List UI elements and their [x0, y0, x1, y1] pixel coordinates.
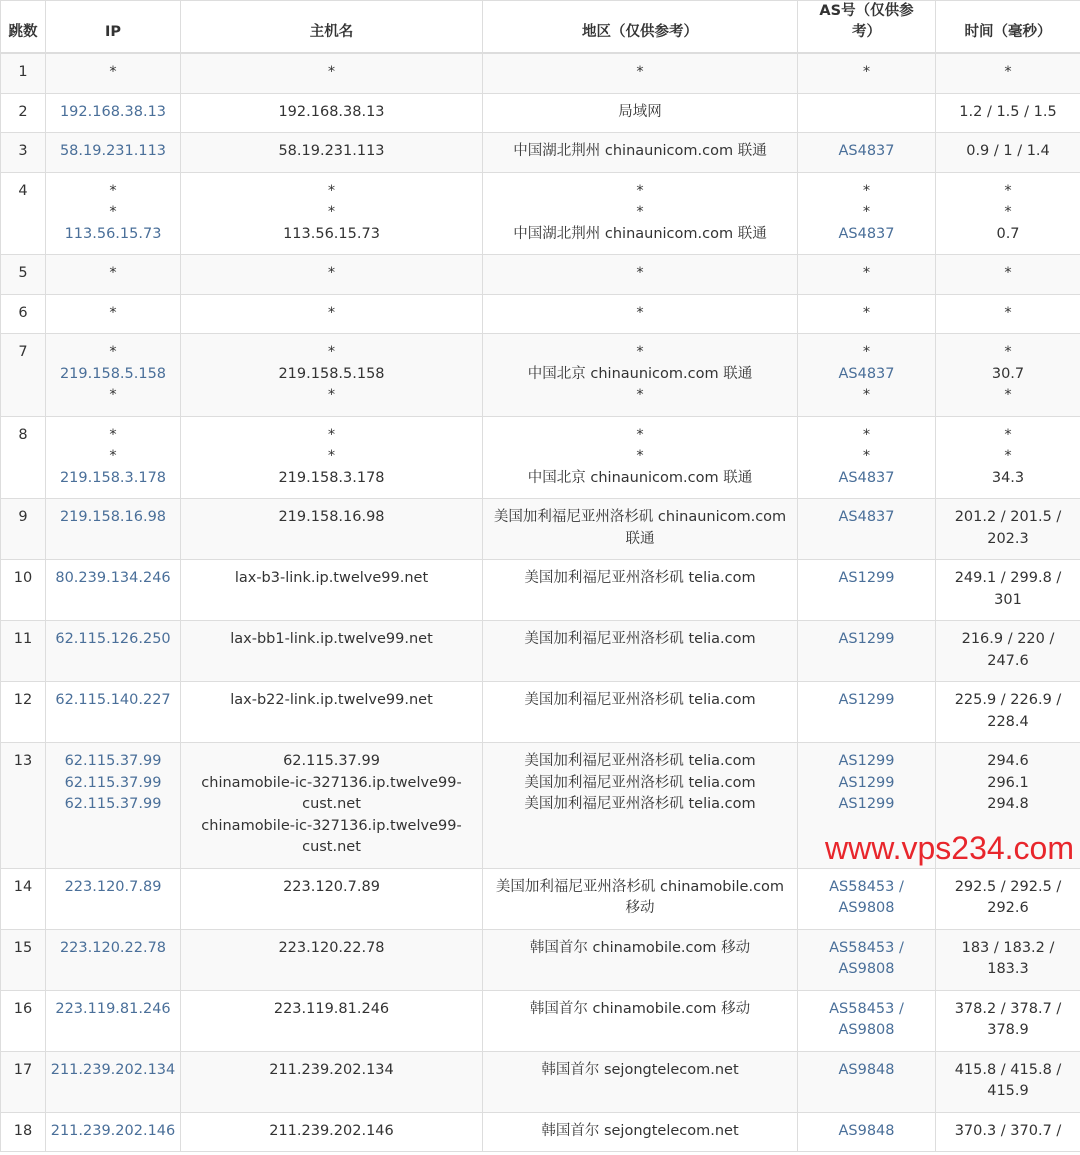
hostname-cell: [181, 416, 483, 499]
region-cell-line: *: [636, 182, 644, 199]
region-cell-line: *: [636, 265, 644, 281]
as-cell-line: *: [862, 448, 871, 464]
hop-cell: 17: [1, 1051, 46, 1112]
as-link[interactable]: AS1299: [838, 774, 895, 791]
time-cell: [936, 53, 1080, 93]
time-cell: [936, 929, 1080, 990]
as-cell: [798, 53, 936, 93]
as-cell-line: *: [862, 265, 871, 281]
time-cell-line: *: [1004, 387, 1012, 403]
ip-link[interactable]: 62.115.140.227: [55, 692, 171, 708]
region-cell-line: 美国加利福尼亚州洛杉矶 telia.com: [524, 692, 756, 708]
time-cell: [936, 682, 1080, 743]
region-cell-line: *: [636, 204, 644, 220]
hostname-cell-line: 219.158.16.98: [278, 509, 385, 525]
region-cell-line: *: [636, 344, 644, 360]
as-cell-line: *: [862, 204, 871, 220]
region-cell: [483, 334, 798, 417]
ip-link[interactable]: 223.119.81.246: [55, 1000, 171, 1017]
hostname-cell: [181, 1112, 483, 1152]
hostname-cell-line: *: [327, 387, 336, 403]
hop-cell: 3: [1, 133, 46, 173]
region-cell-line: *: [636, 64, 644, 80]
ip-link[interactable]: 223.120.7.89: [64, 878, 162, 895]
time-cell: [936, 868, 1080, 929]
time-cell-line: *: [1004, 182, 1012, 199]
as-cell-line: *: [862, 344, 871, 360]
table-header-row: [1, 1, 1080, 54]
region-cell: [483, 929, 798, 990]
as-link[interactable]: AS4837: [838, 469, 895, 486]
as-link[interactable]: AS4837: [838, 509, 895, 525]
header-time: 时间（毫秒）: [936, 1, 1080, 54]
hostname-cell-line: 219.158.3.178: [278, 469, 385, 486]
as-cell: [798, 133, 936, 173]
header-ip: IP: [46, 1, 181, 54]
hostname-cell: [181, 743, 483, 869]
time-cell-line: 378.2 / 378.7 / 378.9: [954, 1000, 1062, 1038]
hostname-cell: [181, 682, 483, 743]
region-cell: [483, 133, 798, 173]
hostname-cell-line: 211.239.202.146: [269, 1122, 394, 1139]
region-cell: [483, 255, 798, 295]
hop-cell: 6: [1, 294, 46, 334]
header-region: 地区（仅供参考）: [483, 1, 798, 54]
hostname-cell-line: lax-b3-link.ip.twelve99.net: [234, 570, 429, 586]
time-cell: [936, 499, 1080, 560]
hostname-cell: [181, 53, 483, 93]
region-cell-line: 美国加利福尼亚州洛杉矶 telia.com: [524, 631, 756, 647]
as-link[interactable]: AS4837: [838, 365, 895, 382]
as-cell-line: *: [862, 182, 871, 199]
as-cell-line: *: [862, 64, 871, 80]
table-row: [1, 53, 1080, 93]
region-cell-line: 韩国首尔 sejongtelecom.net: [541, 1122, 739, 1139]
time-cell: [936, 294, 1080, 334]
hostname-cell-line: 219.158.5.158: [278, 365, 385, 382]
hostname-cell: [181, 172, 483, 255]
hop-cell: 15: [1, 929, 46, 990]
ip-cell: [46, 294, 181, 334]
region-cell-line: 中国湖北荆州 chinaunicom.com 联通: [513, 225, 767, 242]
ip-cell: [46, 929, 181, 990]
as-cell: [798, 334, 936, 417]
region-cell: [483, 682, 798, 743]
hostname-cell: [181, 868, 483, 929]
region-cell-line: 韩国首尔 sejongtelecom.net: [541, 1061, 739, 1078]
table-row: [1, 929, 1080, 990]
time-cell-line: *: [1004, 204, 1012, 220]
hostname-cell: [181, 93, 483, 133]
region-cell: [483, 172, 798, 255]
time-cell-line: 294.8: [987, 796, 1029, 812]
time-cell-line: *: [1004, 304, 1012, 321]
as-link[interactable]: AS1299: [838, 796, 895, 812]
time-cell-line: *: [1004, 448, 1012, 464]
table-row: [1, 255, 1080, 295]
time-cell: [936, 334, 1080, 417]
time-cell-line: 34.3: [991, 469, 1025, 486]
as-cell: [798, 499, 936, 560]
ip-cell: [46, 255, 181, 295]
region-cell-line: *: [636, 387, 644, 403]
hostname-cell-line: chinamobile-ic-327136.ip.twelve99-cust.net: [201, 817, 462, 855]
time-cell-line: 296.1: [987, 774, 1029, 791]
ip-link[interactable]: 211.239.202.146: [50, 1122, 176, 1139]
hostname-cell-line: 62.115.37.99: [283, 753, 380, 769]
region-cell-line: *: [636, 426, 644, 443]
table-row: [1, 560, 1080, 621]
time-cell-line: 294.6: [987, 753, 1029, 769]
hop-cell: 8: [1, 416, 46, 499]
time-cell: [936, 1112, 1080, 1152]
hostname-cell: [181, 133, 483, 173]
as-link[interactable]: AS1299: [838, 753, 895, 769]
time-cell: [936, 621, 1080, 682]
as-cell: [798, 172, 936, 255]
time-cell-line: 415.8 / 415.8 / 415.9: [954, 1061, 1062, 1099]
ip-link[interactable]: 62.115.37.99: [64, 774, 162, 791]
ip-cell-line: *: [109, 265, 117, 281]
hostname-cell-line: lax-bb1-link.ip.twelve99.net: [230, 631, 433, 647]
hop-cell: 7: [1, 334, 46, 417]
time-cell: [936, 990, 1080, 1051]
as-link[interactable]: AS4837: [838, 225, 895, 242]
time-cell: [936, 1051, 1080, 1112]
ip-link[interactable]: 219.158.3.178: [59, 469, 167, 486]
ip-cell: [46, 172, 181, 255]
region-cell-line: 中国湖北荆州 chinaunicom.com 联通: [513, 143, 767, 159]
table-row: [1, 294, 1080, 334]
as-cell: [798, 255, 936, 295]
as-cell: [798, 416, 936, 499]
as-link[interactable]: AS58453 / AS9808: [829, 939, 904, 977]
header-hop: 跳数: [1, 1, 46, 54]
hostname-cell-line: *: [327, 182, 336, 199]
ip-cell: [46, 743, 181, 869]
hostname-cell-line: lax-b22-link.ip.twelve99.net: [230, 692, 433, 708]
region-cell: [483, 53, 798, 93]
hop-cell: 11: [1, 621, 46, 682]
watermark: www.vps234.com: [825, 829, 1074, 866]
time-cell-line: *: [1004, 265, 1012, 281]
ip-link[interactable]: 192.168.38.13: [59, 103, 167, 120]
time-cell-line: 249.1 / 299.8 / 301: [954, 570, 1062, 608]
ip-cell-line: *: [109, 64, 117, 80]
region-cell: [483, 294, 798, 334]
hostname-cell: [181, 334, 483, 417]
hop-cell: 14: [1, 868, 46, 929]
hostname-cell: [181, 929, 483, 990]
region-cell-line: 美国加利福尼亚州洛杉矶 telia.com: [524, 796, 756, 812]
ip-cell: [46, 1051, 181, 1112]
as-link[interactable]: AS58453 / AS9808: [829, 878, 904, 916]
time-cell: [936, 255, 1080, 295]
as-cell: [798, 93, 936, 133]
hostname-cell: [181, 621, 483, 682]
table-row: [1, 1051, 1080, 1112]
as-cell: [798, 621, 936, 682]
time-cell-line: 292.5 / 292.5 / 292.6: [954, 878, 1062, 916]
as-link[interactable]: AS9848: [838, 1122, 895, 1139]
ip-link[interactable]: 219.158.5.158: [59, 365, 167, 382]
ip-link[interactable]: 223.120.22.78: [59, 939, 167, 956]
hostname-cell-line: 223.120.7.89: [283, 878, 380, 895]
time-cell-line: 0.7: [996, 225, 1020, 242]
time-cell-line: 216.9 / 220 / 247.6: [961, 631, 1055, 669]
hop-cell: 12: [1, 682, 46, 743]
time-cell-line: *: [1004, 426, 1012, 443]
hostname-cell-line: 211.239.202.134: [269, 1061, 394, 1078]
as-link[interactable]: AS9848: [838, 1061, 895, 1078]
as-cell: [798, 1112, 936, 1152]
hostname-cell-line: chinamobile-ic-327136.ip.twelve99-cust.net: [201, 774, 462, 812]
hop-cell: 5: [1, 255, 46, 295]
hop-cell: 2: [1, 93, 46, 133]
region-cell-line: *: [636, 448, 644, 464]
ip-cell-line: *: [109, 344, 117, 360]
hostname-cell-line: *: [327, 448, 336, 464]
as-link[interactable]: AS1299: [838, 692, 895, 708]
hop-cell: 1: [1, 53, 46, 93]
as-cell: [798, 743, 936, 869]
hop-cell: 9: [1, 499, 46, 560]
ip-cell: [46, 499, 181, 560]
region-cell: [483, 93, 798, 133]
time-cell: [936, 416, 1080, 499]
ip-cell-line: *: [109, 426, 117, 443]
hop-cell: 16: [1, 990, 46, 1051]
region-cell-line: 韩国首尔 chinamobile.com 移动: [529, 939, 751, 956]
ip-cell: [46, 133, 181, 173]
time-cell-line: 225.9 / 226.9 / 228.4: [954, 692, 1062, 730]
ip-cell-line: *: [109, 182, 117, 199]
ip-cell: [46, 93, 181, 133]
as-link[interactable]: AS58453 / AS9808: [829, 1000, 904, 1038]
table-row: [1, 499, 1080, 560]
region-cell: [483, 1112, 798, 1152]
table-row: [1, 1112, 1080, 1152]
hop-cell: 10: [1, 560, 46, 621]
region-cell-line: 美国加利福尼亚州洛杉矶 telia.com: [524, 570, 756, 586]
region-cell-line: 美国加利福尼亚州洛杉矶 telia.com: [524, 753, 756, 769]
time-cell: [936, 93, 1080, 133]
as-cell: [798, 1051, 936, 1112]
table-row: [1, 682, 1080, 743]
header-as: AS号（仅供参考）: [798, 1, 936, 54]
hostname-cell: [181, 990, 483, 1051]
table-row: [1, 172, 1080, 255]
ip-link[interactable]: 62.115.37.99: [64, 796, 162, 812]
as-cell: [798, 929, 936, 990]
table-row: [1, 416, 1080, 499]
hostname-cell: [181, 499, 483, 560]
table-row: [1, 93, 1080, 133]
time-cell-line: 183 / 183.2 / 183.3: [961, 939, 1055, 977]
ip-cell-line: *: [109, 204, 117, 220]
region-cell: [483, 560, 798, 621]
time-cell-line: *: [1004, 344, 1012, 360]
ip-cell: [46, 53, 181, 93]
region-cell: [483, 621, 798, 682]
header-hostname: 主机名: [181, 1, 483, 54]
ip-cell: [46, 416, 181, 499]
region-cell: [483, 1051, 798, 1112]
as-cell: [798, 560, 936, 621]
ip-cell-line: *: [109, 448, 117, 464]
region-cell-line: 美国加利福尼亚州洛杉矶 chinamobile.com 移动: [495, 878, 785, 916]
hostname-cell: [181, 1051, 483, 1112]
ip-cell: [46, 621, 181, 682]
ip-cell: [46, 990, 181, 1051]
time-cell-line: *: [1004, 64, 1012, 80]
hostname-cell-line: 113.56.15.73: [283, 225, 380, 242]
hostname-cell-line: *: [327, 64, 336, 80]
hop-cell: 4: [1, 172, 46, 255]
ip-link[interactable]: 80.239.134.246: [55, 570, 171, 586]
hop-cell: 18: [1, 1112, 46, 1152]
region-cell-line: 韩国首尔 chinamobile.com 移动: [529, 1000, 751, 1017]
ip-cell-line: *: [109, 304, 117, 321]
ip-cell: [46, 868, 181, 929]
region-cell-line: 中国北京 chinaunicom.com 联通: [527, 469, 753, 486]
time-cell-line: 30.7: [991, 365, 1025, 382]
region-cell-line: 中国北京 chinaunicom.com 联通: [527, 365, 753, 382]
hostname-cell-line: 223.120.22.78: [278, 939, 385, 956]
region-cell-line: 局域网: [618, 103, 662, 120]
ip-link[interactable]: 58.19.231.113: [59, 143, 167, 159]
table-row: [1, 743, 1080, 869]
as-link[interactable]: AS1299: [838, 631, 895, 647]
region-cell: [483, 868, 798, 929]
as-cell-line: *: [862, 304, 871, 321]
time-cell-line: 370.3 / 370.7 /: [954, 1122, 1062, 1139]
time-cell-line: 0.9 / 1 / 1.4: [966, 143, 1050, 159]
region-cell: [483, 499, 798, 560]
hostname-cell-line: *: [327, 204, 336, 220]
time-cell: [936, 172, 1080, 255]
hostname-cell: [181, 294, 483, 334]
region-cell: [483, 990, 798, 1051]
hostname-cell-line: *: [327, 344, 336, 360]
ip-link[interactable]: 219.158.16.98: [59, 509, 167, 525]
hop-cell: 13: [1, 743, 46, 869]
hostname-cell-line: *: [327, 304, 336, 321]
table-row: [1, 868, 1080, 929]
region-cell-line: 美国加利福尼亚州洛杉矶 telia.com: [524, 774, 756, 791]
ip-cell: [46, 560, 181, 621]
time-cell: [936, 133, 1080, 173]
hostname-cell: [181, 560, 483, 621]
as-cell-line: *: [862, 426, 871, 443]
ip-cell: [46, 682, 181, 743]
as-link[interactable]: AS1299: [838, 570, 895, 586]
ip-cell-line: *: [109, 387, 117, 403]
as-cell-line: *: [862, 387, 871, 403]
ip-cell: [46, 334, 181, 417]
hostname-cell-line: 58.19.231.113: [278, 143, 385, 159]
hostname-cell-line: *: [327, 265, 336, 281]
as-cell: [798, 990, 936, 1051]
ip-link[interactable]: 113.56.15.73: [64, 225, 162, 242]
as-cell: [798, 868, 936, 929]
ip-cell: [46, 1112, 181, 1152]
region-cell-line: 美国加利福尼亚州洛杉矶 chinaunicom.com 联通: [493, 509, 787, 547]
time-cell: [936, 560, 1080, 621]
time-cell-line: 201.2 / 201.5 / 202.3: [954, 509, 1062, 547]
region-cell: [483, 416, 798, 499]
hostname-cell-line: 223.119.81.246: [273, 1000, 390, 1017]
region-cell-line: *: [636, 304, 644, 321]
hostname-cell: [181, 255, 483, 295]
table-row: [1, 990, 1080, 1051]
hostname-cell-line: 192.168.38.13: [278, 103, 385, 120]
as-cell: [798, 682, 936, 743]
ip-link[interactable]: 62.115.126.250: [55, 631, 171, 647]
hostname-cell-line: *: [327, 426, 336, 443]
table-row: [1, 334, 1080, 417]
ip-link[interactable]: 62.115.37.99: [64, 753, 162, 769]
ip-link[interactable]: 211.239.202.134: [50, 1061, 176, 1078]
time-cell-line: 1.2 / 1.5 / 1.5: [959, 103, 1057, 120]
region-cell: [483, 743, 798, 869]
as-link[interactable]: AS4837: [838, 143, 895, 159]
table-row: [1, 133, 1080, 173]
table-row: [1, 621, 1080, 682]
as-cell: [798, 294, 936, 334]
